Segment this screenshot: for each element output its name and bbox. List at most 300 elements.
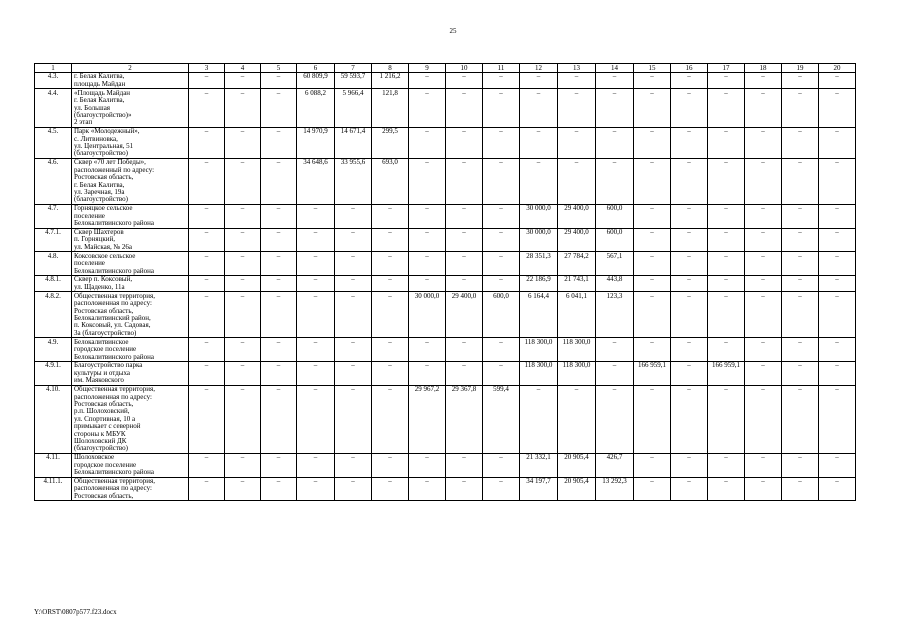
- header-cell-20: 20: [819, 64, 856, 73]
- value-cell: –: [558, 72, 596, 88]
- value-cell: –: [708, 89, 745, 128]
- value-cell: 14 970,9: [297, 127, 335, 158]
- value-cell: –: [483, 228, 520, 252]
- value-cell: –: [708, 477, 745, 501]
- value-cell: 600,0: [483, 292, 520, 338]
- row-number-cell: 4.11.: [35, 453, 72, 477]
- value-cell: 443,8: [596, 275, 634, 291]
- value-cell: –: [671, 252, 708, 276]
- value-cell: –: [372, 275, 409, 291]
- value-cell: –: [483, 477, 520, 501]
- value-cell: –: [671, 228, 708, 252]
- value-cell: –: [297, 361, 335, 385]
- value-cell: –: [297, 477, 335, 501]
- value-cell: 30 000,0: [520, 204, 558, 228]
- value-cell: –: [372, 228, 409, 252]
- value-cell: –: [409, 89, 446, 128]
- value-cell: –: [558, 127, 596, 158]
- value-cell: –: [708, 453, 745, 477]
- value-cell: 6 041,1: [558, 292, 596, 338]
- value-cell: –: [261, 228, 297, 252]
- row-number-cell: 4.6.: [35, 158, 72, 204]
- value-cell: –: [708, 292, 745, 338]
- value-cell: –: [634, 127, 671, 158]
- object-name-cell: Общественная территория, расположенная по адресу: Ростовская область, р.п. Шолоховский, ул. Спортивная, 10 а примыкает с северной стороны к МБУК Шолоховский ДК (благоустройство): [72, 385, 189, 453]
- value-cell: 426,7: [596, 453, 634, 477]
- value-cell: 599,4: [483, 385, 520, 453]
- value-cell: –: [708, 385, 745, 453]
- value-cell: –: [782, 292, 819, 338]
- value-cell: 567,1: [596, 252, 634, 276]
- value-cell: –: [297, 385, 335, 453]
- header-row: [35, 64, 856, 73]
- value-cell: –: [189, 127, 225, 158]
- value-cell: –: [372, 338, 409, 362]
- value-cell: –: [520, 127, 558, 158]
- value-cell: –: [782, 158, 819, 204]
- value-cell: 5 966,4: [335, 89, 372, 128]
- value-cell: –: [671, 385, 708, 453]
- value-cell: –: [446, 252, 483, 276]
- value-cell: –: [261, 158, 297, 204]
- value-cell: –: [819, 385, 856, 453]
- value-cell: –: [596, 89, 634, 128]
- value-cell: –: [819, 338, 856, 362]
- value-cell: –: [409, 275, 446, 291]
- value-cell: 14 671,4: [335, 127, 372, 158]
- value-cell: –: [671, 292, 708, 338]
- value-cell: –: [225, 204, 261, 228]
- value-cell: –: [409, 228, 446, 252]
- value-cell: 22 186,9: [520, 275, 558, 291]
- value-cell: –: [261, 89, 297, 128]
- value-cell: –: [819, 228, 856, 252]
- value-cell: –: [819, 204, 856, 228]
- value-cell: –: [261, 127, 297, 158]
- value-cell: –: [372, 292, 409, 338]
- value-cell: –: [261, 252, 297, 276]
- object-name-cell: «Площадь Майдан г. Белая Калитва, ул. Большая (благоустройство)» 2 этап: [72, 89, 189, 128]
- value-cell: –: [819, 453, 856, 477]
- object-name-cell: Сквер «70 лет Победы», расположенный по адресу: Ростовская область, г. Белая Калитва, ул. Заречная, 19а (благоустройство): [72, 158, 189, 204]
- value-cell: –: [446, 361, 483, 385]
- row-number-cell: 4.3.: [35, 72, 72, 88]
- value-cell: –: [596, 385, 634, 453]
- value-cell: –: [446, 204, 483, 228]
- value-cell: –: [708, 72, 745, 88]
- value-cell: 29 367,8: [446, 385, 483, 453]
- value-cell: –: [372, 252, 409, 276]
- value-cell: –: [520, 158, 558, 204]
- table-row: [35, 158, 856, 204]
- value-cell: –: [708, 204, 745, 228]
- value-cell: –: [819, 361, 856, 385]
- value-cell: –: [446, 228, 483, 252]
- row-number-cell: 4.10.: [35, 385, 72, 453]
- value-cell: –: [745, 127, 782, 158]
- value-cell: –: [634, 338, 671, 362]
- value-cell: –: [409, 158, 446, 204]
- value-cell: –: [782, 477, 819, 501]
- value-cell: –: [634, 385, 671, 453]
- value-cell: –: [483, 72, 520, 88]
- value-cell: –: [409, 361, 446, 385]
- row-number-cell: 4.8.: [35, 252, 72, 276]
- value-cell: –: [634, 89, 671, 128]
- value-cell: –: [261, 275, 297, 291]
- value-cell: –: [671, 338, 708, 362]
- value-cell: –: [225, 158, 261, 204]
- row-number-cell: 4.9.: [35, 338, 72, 362]
- value-cell: –: [335, 228, 372, 252]
- value-cell: –: [335, 453, 372, 477]
- header-cell-19: 19: [782, 64, 819, 73]
- object-name-cell: Благоустройство парка культуры и отдыха им. Маяковского: [72, 361, 189, 385]
- value-cell: –: [596, 158, 634, 204]
- value-cell: –: [372, 361, 409, 385]
- value-cell: –: [189, 252, 225, 276]
- value-cell: 693,0: [372, 158, 409, 204]
- value-cell: –: [335, 275, 372, 291]
- value-cell: –: [520, 385, 558, 453]
- value-cell: –: [596, 72, 634, 88]
- value-cell: 27 784,2: [558, 252, 596, 276]
- value-cell: –: [189, 292, 225, 338]
- value-cell: –: [708, 158, 745, 204]
- value-cell: –: [745, 385, 782, 453]
- value-cell: –: [708, 275, 745, 291]
- value-cell: 20 905,4: [558, 453, 596, 477]
- value-cell: –: [225, 252, 261, 276]
- value-cell: 33 955,6: [335, 158, 372, 204]
- value-cell: –: [819, 292, 856, 338]
- value-cell: –: [189, 158, 225, 204]
- value-cell: –: [297, 453, 335, 477]
- value-cell: –: [708, 127, 745, 158]
- value-cell: –: [520, 72, 558, 88]
- value-cell: –: [483, 89, 520, 128]
- value-cell: –: [372, 385, 409, 453]
- value-cell: –: [189, 385, 225, 453]
- row-number-cell: 4.7.: [35, 204, 72, 228]
- value-cell: –: [520, 89, 558, 128]
- value-cell: –: [745, 477, 782, 501]
- value-cell: 21 743,1: [558, 275, 596, 291]
- object-name-cell: Сквер п. Коксовый, ул. Щаденко, 11а: [72, 275, 189, 291]
- object-name-cell: Общественная территория, расположенная по адресу: Ростовская область,: [72, 477, 189, 501]
- table-row: [35, 385, 856, 453]
- row-number-cell: 4.4.: [35, 89, 72, 128]
- value-cell: –: [483, 252, 520, 276]
- value-cell: –: [225, 275, 261, 291]
- value-cell: –: [745, 158, 782, 204]
- value-cell: –: [446, 127, 483, 158]
- row-number-cell: 4.7.1.: [35, 228, 72, 252]
- value-cell: –: [225, 228, 261, 252]
- table-row: [35, 292, 856, 338]
- value-cell: –: [634, 453, 671, 477]
- header-cell-12: 12: [520, 64, 558, 73]
- table-row: [35, 275, 856, 291]
- value-cell: 28 351,3: [520, 252, 558, 276]
- value-cell: –: [446, 72, 483, 88]
- value-cell: –: [372, 204, 409, 228]
- value-cell: –: [225, 361, 261, 385]
- value-cell: 29 400,0: [446, 292, 483, 338]
- table-row: [35, 477, 856, 501]
- value-cell: –: [446, 338, 483, 362]
- header-cell-1: 1: [35, 64, 72, 73]
- value-cell: –: [634, 292, 671, 338]
- value-cell: –: [782, 127, 819, 158]
- value-cell: –: [745, 361, 782, 385]
- header-cell-5: 5: [261, 64, 297, 73]
- value-cell: 299,5: [372, 127, 409, 158]
- value-cell: –: [225, 127, 261, 158]
- value-cell: –: [261, 338, 297, 362]
- value-cell: –: [335, 252, 372, 276]
- header-cell-16: 16: [671, 64, 708, 73]
- value-cell: –: [297, 338, 335, 362]
- table-row: [35, 204, 856, 228]
- value-cell: 29 400,0: [558, 204, 596, 228]
- value-cell: –: [483, 338, 520, 362]
- value-cell: –: [372, 453, 409, 477]
- value-cell: –: [225, 477, 261, 501]
- value-cell: –: [634, 158, 671, 204]
- value-cell: –: [782, 228, 819, 252]
- row-number-cell: 4.8.2.: [35, 292, 72, 338]
- value-cell: –: [225, 338, 261, 362]
- table-row: [35, 72, 856, 88]
- value-cell: –: [671, 477, 708, 501]
- value-cell: –: [225, 292, 261, 338]
- value-cell: 166 959,1: [634, 361, 671, 385]
- value-cell: –: [261, 72, 297, 88]
- budget-table: [34, 63, 856, 501]
- value-cell: –: [446, 158, 483, 204]
- value-cell: –: [671, 72, 708, 88]
- header-cell-11: 11: [483, 64, 520, 73]
- value-cell: 30 000,0: [520, 228, 558, 252]
- value-cell: –: [409, 477, 446, 501]
- value-cell: –: [335, 385, 372, 453]
- value-cell: –: [819, 252, 856, 276]
- value-cell: –: [782, 453, 819, 477]
- value-cell: –: [708, 252, 745, 276]
- value-cell: –: [745, 338, 782, 362]
- value-cell: 118 300,0: [520, 361, 558, 385]
- value-cell: 60 809,9: [297, 72, 335, 88]
- value-cell: –: [189, 453, 225, 477]
- value-cell: –: [819, 275, 856, 291]
- value-cell: 600,0: [596, 204, 634, 228]
- value-cell: –: [189, 477, 225, 501]
- value-cell: 118 300,0: [558, 338, 596, 362]
- value-cell: –: [671, 361, 708, 385]
- value-cell: –: [596, 361, 634, 385]
- table-row: [35, 338, 856, 362]
- page-number: 25: [449, 27, 457, 35]
- value-cell: –: [819, 89, 856, 128]
- value-cell: –: [409, 72, 446, 88]
- value-cell: –: [261, 477, 297, 501]
- value-cell: –: [634, 204, 671, 228]
- value-cell: –: [634, 477, 671, 501]
- row-number-cell: 4.8.1.: [35, 275, 72, 291]
- table-body: [35, 64, 856, 501]
- value-cell: –: [225, 453, 261, 477]
- value-cell: –: [483, 275, 520, 291]
- object-name-cell: Белокалитвинское городское поселение Белокалитвинского района: [72, 338, 189, 362]
- value-cell: –: [189, 361, 225, 385]
- value-cell: –: [409, 252, 446, 276]
- value-cell: 1 216,2: [372, 72, 409, 88]
- value-cell: –: [745, 453, 782, 477]
- row-number-cell: 4.11.1.: [35, 477, 72, 501]
- value-cell: –: [189, 228, 225, 252]
- row-number-cell: 4.5.: [35, 127, 72, 158]
- value-cell: –: [483, 127, 520, 158]
- value-cell: –: [225, 72, 261, 88]
- value-cell: –: [483, 204, 520, 228]
- footer-file-path: Y:\ORST\0807p577.f23.docx: [34, 608, 117, 616]
- value-cell: –: [189, 72, 225, 88]
- value-cell: –: [225, 385, 261, 453]
- value-cell: –: [708, 228, 745, 252]
- value-cell: –: [745, 228, 782, 252]
- header-cell-15: 15: [634, 64, 671, 73]
- value-cell: –: [745, 292, 782, 338]
- object-name-cell: Коксовское сельское поселение Белокалитвинского района: [72, 252, 189, 276]
- object-name-cell: Сквер Шахтеров п. Горняцкий, ул. Майская, № 26а: [72, 228, 189, 252]
- value-cell: 34 197,7: [520, 477, 558, 501]
- value-cell: –: [335, 292, 372, 338]
- header-cell-10: 10: [446, 64, 483, 73]
- value-cell: –: [745, 204, 782, 228]
- value-cell: 29 967,2: [409, 385, 446, 453]
- value-cell: 6 088,2: [297, 89, 335, 128]
- value-cell: –: [634, 228, 671, 252]
- value-cell: –: [671, 158, 708, 204]
- value-cell: –: [261, 385, 297, 453]
- value-cell: 59 593,7: [335, 72, 372, 88]
- value-cell: 6 164,4: [520, 292, 558, 338]
- row-number-cell: 4.9.1.: [35, 361, 72, 385]
- header-cell-13: 13: [558, 64, 596, 73]
- table-row: [35, 453, 856, 477]
- value-cell: –: [634, 275, 671, 291]
- object-name-cell: Парк «Молодежный», с. Литвиновка, ул. Центральная, 51 (благоустройство): [72, 127, 189, 158]
- value-cell: 29 400,0: [558, 228, 596, 252]
- value-cell: –: [261, 204, 297, 228]
- header-cell-17: 17: [708, 64, 745, 73]
- value-cell: –: [483, 453, 520, 477]
- value-cell: –: [596, 338, 634, 362]
- value-cell: –: [819, 72, 856, 88]
- value-cell: –: [782, 252, 819, 276]
- value-cell: –: [189, 338, 225, 362]
- header-cell-4: 4: [225, 64, 261, 73]
- value-cell: –: [745, 89, 782, 128]
- value-cell: –: [409, 127, 446, 158]
- value-cell: –: [409, 204, 446, 228]
- value-cell: 118 300,0: [558, 361, 596, 385]
- header-cell-7: 7: [335, 64, 372, 73]
- object-name-cell: Шолоховское городское поселение Белокалитвинского района: [72, 453, 189, 477]
- value-cell: –: [261, 453, 297, 477]
- value-cell: –: [409, 453, 446, 477]
- table-row: [35, 228, 856, 252]
- value-cell: –: [297, 228, 335, 252]
- value-cell: –: [409, 338, 446, 362]
- value-cell: –: [297, 252, 335, 276]
- header-cell-14: 14: [596, 64, 634, 73]
- value-cell: –: [671, 204, 708, 228]
- value-cell: –: [782, 89, 819, 128]
- value-cell: –: [708, 338, 745, 362]
- value-cell: 13 292,3: [596, 477, 634, 501]
- value-cell: –: [782, 385, 819, 453]
- value-cell: –: [671, 453, 708, 477]
- value-cell: 118 300,0: [520, 338, 558, 362]
- value-cell: –: [335, 361, 372, 385]
- header-cell-3: 3: [189, 64, 225, 73]
- value-cell: –: [483, 158, 520, 204]
- value-cell: –: [558, 158, 596, 204]
- header-cell-8: 8: [372, 64, 409, 73]
- table-row: [35, 89, 856, 128]
- value-cell: –: [819, 127, 856, 158]
- value-cell: 600,0: [596, 228, 634, 252]
- value-cell: –: [261, 292, 297, 338]
- value-cell: –: [189, 89, 225, 128]
- header-cell-2: 2: [72, 64, 189, 73]
- value-cell: –: [261, 361, 297, 385]
- value-cell: –: [745, 252, 782, 276]
- value-cell: –: [634, 252, 671, 276]
- value-cell: –: [782, 72, 819, 88]
- value-cell: 30 000,0: [409, 292, 446, 338]
- value-cell: –: [335, 204, 372, 228]
- value-cell: –: [558, 385, 596, 453]
- value-cell: –: [634, 72, 671, 88]
- value-cell: –: [297, 204, 335, 228]
- header-cell-9: 9: [409, 64, 446, 73]
- value-cell: –: [189, 204, 225, 228]
- value-cell: 34 648,6: [297, 158, 335, 204]
- value-cell: –: [225, 89, 261, 128]
- value-cell: –: [596, 127, 634, 158]
- object-name-cell: г. Белая Калитва, площадь Майдан: [72, 72, 189, 88]
- value-cell: –: [372, 477, 409, 501]
- value-cell: –: [819, 477, 856, 501]
- table-row: [35, 361, 856, 385]
- value-cell: –: [446, 477, 483, 501]
- table-row: [35, 127, 856, 158]
- value-cell: –: [189, 275, 225, 291]
- value-cell: –: [782, 275, 819, 291]
- value-cell: –: [671, 275, 708, 291]
- value-cell: 166 959,1: [708, 361, 745, 385]
- value-cell: –: [782, 204, 819, 228]
- value-cell: –: [745, 275, 782, 291]
- value-cell: –: [671, 89, 708, 128]
- value-cell: 20 905,4: [558, 477, 596, 501]
- value-cell: –: [558, 89, 596, 128]
- value-cell: –: [782, 361, 819, 385]
- value-cell: –: [446, 275, 483, 291]
